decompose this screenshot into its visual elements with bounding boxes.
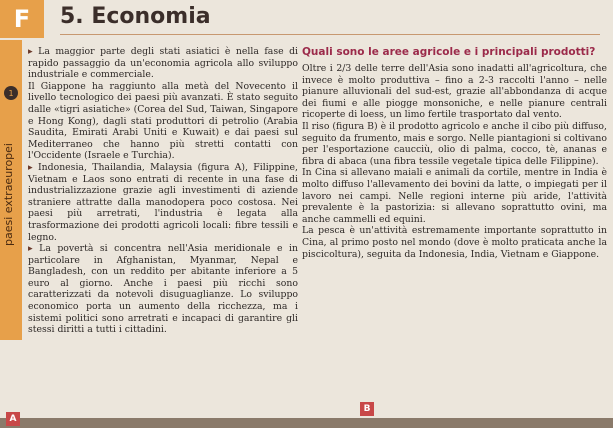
title-divider — [60, 34, 600, 35]
sidebar-label: paesi extraeuropei — [2, 143, 15, 247]
section-letter-badge: F — [0, 0, 44, 38]
left-paragraph-2: Il Giappone ha raggiunto alla metà del Novecento il livello tecnologico dei paesi più avanzati. È stato seguito dalle «tigri asiatiche» (Corea del Sud, Taiwan, Singapore e Hong Kong), dagli stati produttori di petrolio (Arabia Saudita, Emirati Arabi Uniti e Kuwait) e dai paesi sul Mediterraneo che hanno più stretti contatti con l'Occidente (Israele e Turchia). — [28, 80, 298, 162]
left-paragraph-4: ▸ La povertà si concentra nell'Asia meridionale e in particolare in Afghanistan, Myanmar, Nepal e Bangladesh, con un reddito per abitante inferiore a 5 euro al giorno. Anche i paesi più ricchi sono caratterizzati da notevoli disuguaglianze. Lo sviluppo economico porta un aumento della ricchezza, ma i sistemi politici sono arretrati e incapaci di garantire gli stessi diritti a tutti i cittadini. — [28, 243, 298, 336]
left-column — [28, 46, 298, 336]
right-paragraph-4: La pesca è un'attività estremamente importante soprattutto in Cina, al primo posto nel mondo (dove è molto praticata anche la piscicoltura), seguita da Indonesia, India, Vietnam e Giappone. — [302, 225, 607, 260]
right-paragraph-2: Il riso (figura B) è il prodotto agricolo e anche il cibo più diffuso, seguito da frumento, mais e sorgo. Nelle piantagioni si coltivano per l'esportazione caucciù, olio di palma, cocco, tè, ananas e fibra di abaca (una fibra tessile vegetale tipica delle Filippine). — [302, 120, 607, 167]
bullet-icon: ▸ — [28, 161, 38, 173]
figure-a-label: A — [6, 412, 20, 426]
right-column — [302, 46, 607, 260]
left-paragraph-1: ▸ La maggior parte degli stati asiatici è nella fase di rapido passaggio da un'economia agricola allo sviluppo industriale e commerciale. — [28, 46, 298, 81]
chapter-number-badge: 1 — [4, 86, 18, 100]
right-paragraph-3: In Cina si allevano maiali e animali da cortile, mentre in India è molto diffuso l'allevamento dei bovini da latte, o impiegati per il lavoro nei campi. Nelle regioni interne più aride, l'attività prevalente è la pastorizia: si allevano soprattutto ovini, ma anche cammelli ed equini. — [302, 167, 607, 225]
bullet-icon: ▸ — [28, 243, 40, 255]
page-title: 5. Economia — [60, 4, 211, 29]
photo-strip — [0, 418, 613, 428]
left-paragraph-3: ▸ Indonesia, Thailandia, Malaysia (figura A), Filippine, Vietnam e Laos sono entrati di recente in una fase di industrializzazione grazie agli investimenti di aziende straniere attratte dalla manodopera poco costosa. Nei paesi più arretrati, l'industria è legata alla trasformazione dei prodotti agricoli locali: fibre tessili e legno. — [28, 161, 298, 243]
chapter-sidebar — [0, 40, 22, 340]
bullet-icon: ▸ — [28, 46, 39, 57]
section-question: Quali sono le aree agricole e i principali prodotti? — [302, 46, 596, 58]
right-paragraph-1: Oltre i 2/3 delle terre dell'Asia sono inadatti all'agricoltura, che invece è molto produttiva – fino a 2-3 raccolti l'anno – nelle pianure alluvionali del sud-est, grazie all'abbondanza di acque dei fiumi e alle piogge monsoniche, e nelle pianure centrali ricoperte di loess, un limo fertile trasportato dal vento. — [302, 63, 607, 121]
figure-b-label: B — [360, 402, 374, 416]
